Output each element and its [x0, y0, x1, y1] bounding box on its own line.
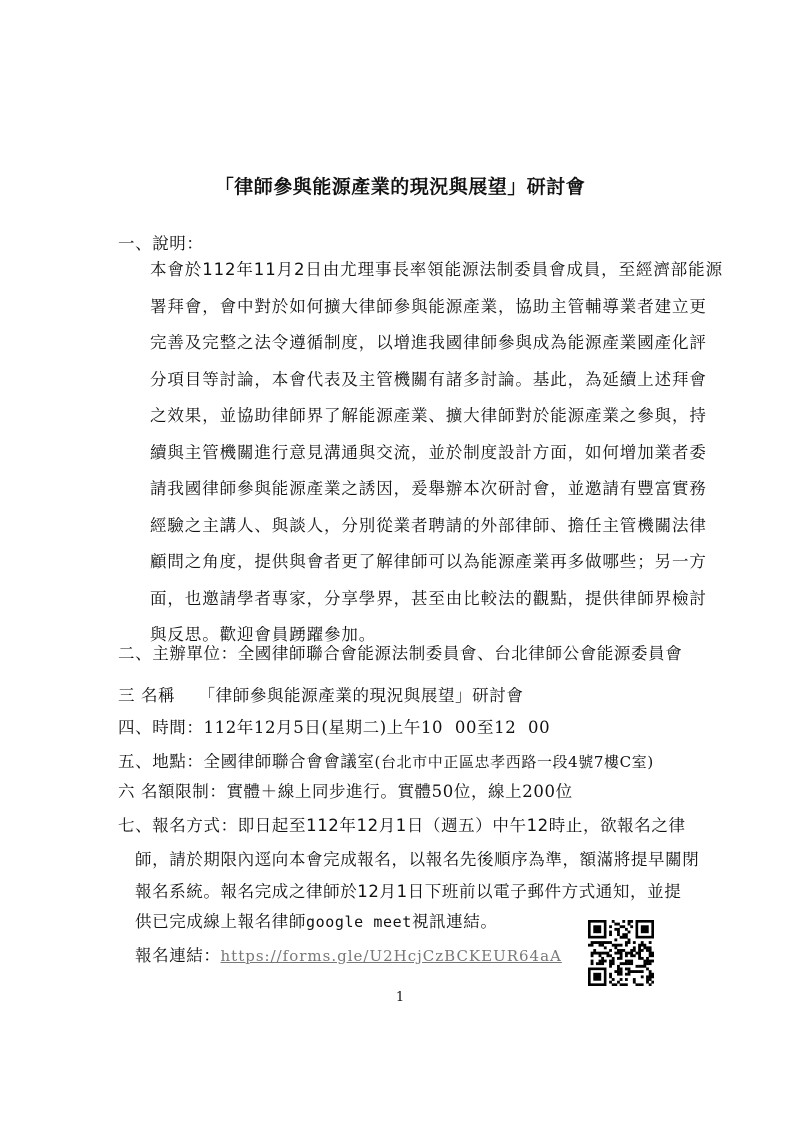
- page-number: 1: [395, 990, 405, 1005]
- section-5-label: 五、地點：全國律師聯合會會議室: [118, 752, 375, 771]
- paragraph-line: 完善及完整之法令遵循制度，以增進我國律師參與成為能源產業國產化評: [150, 333, 707, 352]
- section-6-quota: [118, 778, 573, 802]
- section-6-number-physical: 50: [431, 782, 454, 801]
- section-7-line-4: [135, 908, 497, 932]
- page-title: 「律師參與能源產業的現況與展望」研討會: [214, 176, 586, 198]
- section-4-value: 112年12月5日(星期二)上午10 00至12 00: [203, 718, 551, 737]
- paragraph-line: 顧問之角度，提供與會者更了解律師可以為能源產業再多做哪些；另一方: [150, 552, 707, 571]
- section-5-value: (台北市中正區忠孝西路一段4號7樓C室): [374, 753, 654, 771]
- section-7-line-4-end: 視訊連結。: [411, 912, 498, 931]
- section-3-label: 三 名稱: [118, 686, 176, 705]
- section-6-mid: 位，線上: [453, 782, 523, 801]
- qr-code-graphic: [588, 920, 654, 986]
- paragraph-line: 署拜會，會中對於如何擴大律師參與能源產業，協助主管輔導業者建立更: [150, 296, 707, 316]
- registration-link-label: 報名連結：: [135, 946, 221, 965]
- paragraph-line: 分項目等討論，本會代表及主管機關有諸多討論。基此，為延續上述拜會: [150, 369, 707, 389]
- section-7-line-4-text: 供已完成線上報名律師: [135, 912, 306, 931]
- section-2-organizer: 二、主辦單位：全國律師聯合會能源法制委員會、台北律師公會能源委員會: [118, 644, 683, 663]
- paragraph-line: 經驗之主講人、與談人，分別從業者聘請的外部律師、擔任主管機關法律: [150, 515, 707, 535]
- section-1-heading: 一、說明：: [118, 234, 204, 253]
- paragraph-line: 面，也邀請學者專家，分享學界，甚至由比較法的觀點，提供律師界檢討: [150, 588, 707, 608]
- paragraph-line: 與反思。歡迎會員踴躍參加。: [150, 625, 377, 644]
- registration-link[interactable]: https://forms.gle/U2HcjCzBCKEUR64aA: [220, 947, 562, 965]
- section-3-value: 「律師參與能源產業的現況與展望」研討會: [198, 686, 524, 705]
- section-6-end: 位: [555, 782, 573, 801]
- paragraph-line: 本會於112年11月2日由尤理事長率領能源法制委員會成員，至經濟部能源: [150, 260, 723, 279]
- section-4-label: 四、時間：: [118, 718, 204, 737]
- section-6-number-online: 200: [522, 782, 556, 801]
- qr-code-icon: [588, 920, 654, 986]
- section-4-time: [118, 714, 550, 738]
- section-1-paragraph: [150, 252, 723, 654]
- google-meet-text: google meet: [306, 913, 412, 931]
- section-7-line-3: 報名系統。報名完成之律師於12月1日下班前以電子郵件方式通知，並提: [135, 882, 682, 901]
- paragraph-line: 請我國律師參與能源產業之誘因，爰舉辦本次研討會，並邀請有豐富實務: [150, 479, 707, 498]
- section-6-label: 六 名額限制：實體＋線上同步進行。實體: [118, 782, 432, 801]
- section-5-location: [118, 748, 654, 772]
- section-7-line-1: 七、報名方式：即日起至112年12月1日（週五）中午12時止，欲報名之律: [118, 816, 686, 835]
- section-7-line-2: 師，請於期限內逕向本會完成報名，以報名先後順序為準，額滿將提早關閉: [135, 850, 700, 869]
- section-3-name: [118, 682, 523, 706]
- paragraph-line: 之效果，並協助律師界了解能源產業、擴大律師對於能源產業之參與，持: [150, 406, 707, 425]
- paragraph-line: 續與主管機關進行意見溝通與交流，並於制度設計方面，如何增加業者委: [150, 442, 707, 462]
- registration-link-row: [135, 942, 562, 966]
